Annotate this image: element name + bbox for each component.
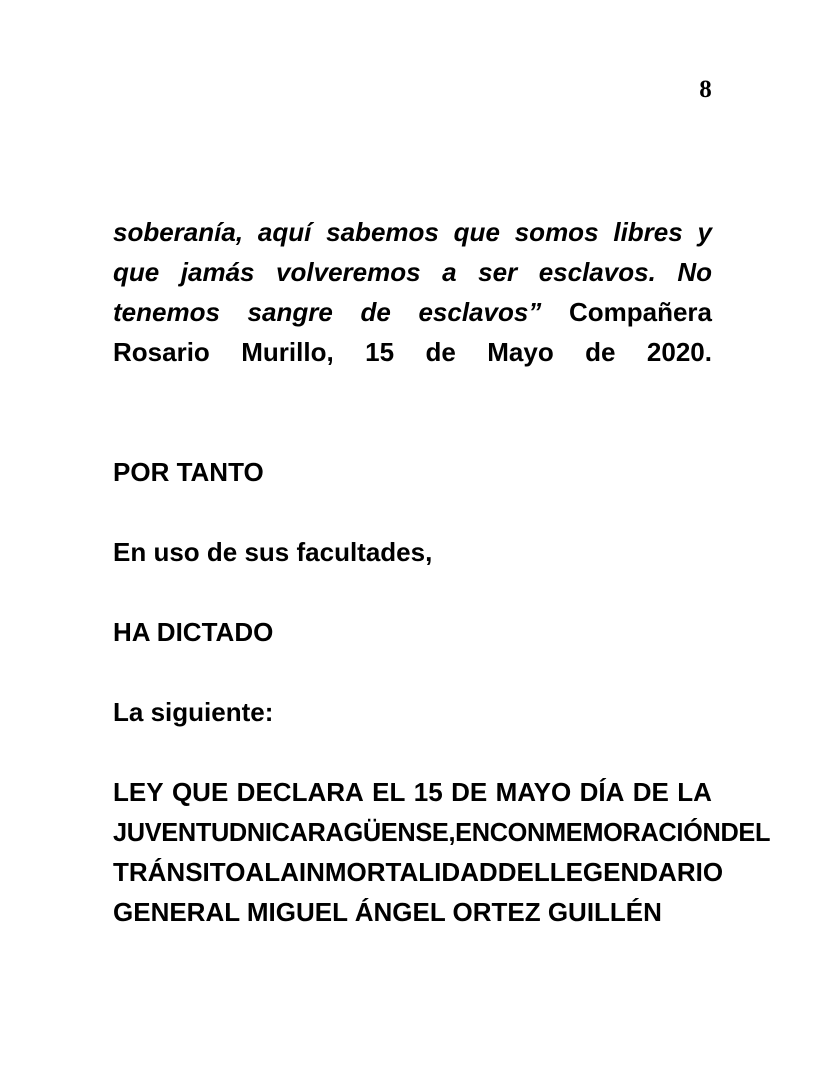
paragraph-spacer (113, 492, 712, 532)
law-title-line (113, 812, 771, 852)
law-title-word: MAYO (495, 777, 572, 807)
law-title-word: LEGENDARIO (549, 857, 724, 887)
law-title-line (113, 772, 712, 812)
law-title-word: 15 (413, 777, 443, 807)
heading-la-siguiente: La siguiente: (113, 697, 274, 727)
law-title-word: A (245, 857, 265, 887)
page-number: 8 (699, 76, 712, 103)
law-title-word: JUVENTUD (113, 817, 247, 847)
law-title-word: INMORTALIDAD (298, 857, 498, 887)
law-title-word: EN (455, 817, 490, 847)
law-title-word: NICARAGÜENSE, (246, 817, 456, 847)
law-title-word: TRÁNSITO (113, 857, 246, 887)
law-title-word: LA (677, 777, 712, 807)
paragraph-spacer (113, 572, 712, 612)
law-title-line (113, 852, 724, 892)
law-title-word: DE (632, 777, 669, 807)
quote-attribution: Compañera Rosario Murillo, 15 de Mayo de 2020. (113, 297, 720, 367)
law-title-line: GENERAL MIGUEL ÁNGEL ORTEZ GUILLÉN (113, 897, 662, 927)
law-title-word: QUE (171, 777, 229, 807)
heading-en-uso-de-sus-facultades: En uso de sus facultades, (113, 537, 433, 567)
paragraph-spacer (113, 412, 712, 452)
law-title-word: CONMEMORACIÓN (489, 817, 721, 847)
law-title-word: DE (451, 777, 488, 807)
quote-text: soberanía, aquí sabemos que somos libres y que jamás volveremos a ser esclavos. No tenemos sangre de esclavos” (113, 217, 720, 327)
law-title-word: DECLARA (236, 777, 364, 807)
document-body (113, 212, 771, 932)
law-title-word: DEL (497, 857, 550, 887)
heading-por-tanto: POR TANTO (113, 457, 264, 487)
law-title-word: LA (264, 857, 299, 887)
law-title-word: DÍA (579, 777, 625, 807)
quote-paragraph (113, 212, 720, 412)
law-title-word: EL (372, 777, 406, 807)
paragraph-spacer (113, 732, 712, 772)
heading-ha-dictado: HA DICTADO (113, 617, 274, 647)
law-title-word: DEL (720, 817, 771, 847)
paragraph-spacer (113, 652, 712, 692)
law-title-word: LEY (113, 777, 164, 807)
law-title (113, 772, 771, 932)
